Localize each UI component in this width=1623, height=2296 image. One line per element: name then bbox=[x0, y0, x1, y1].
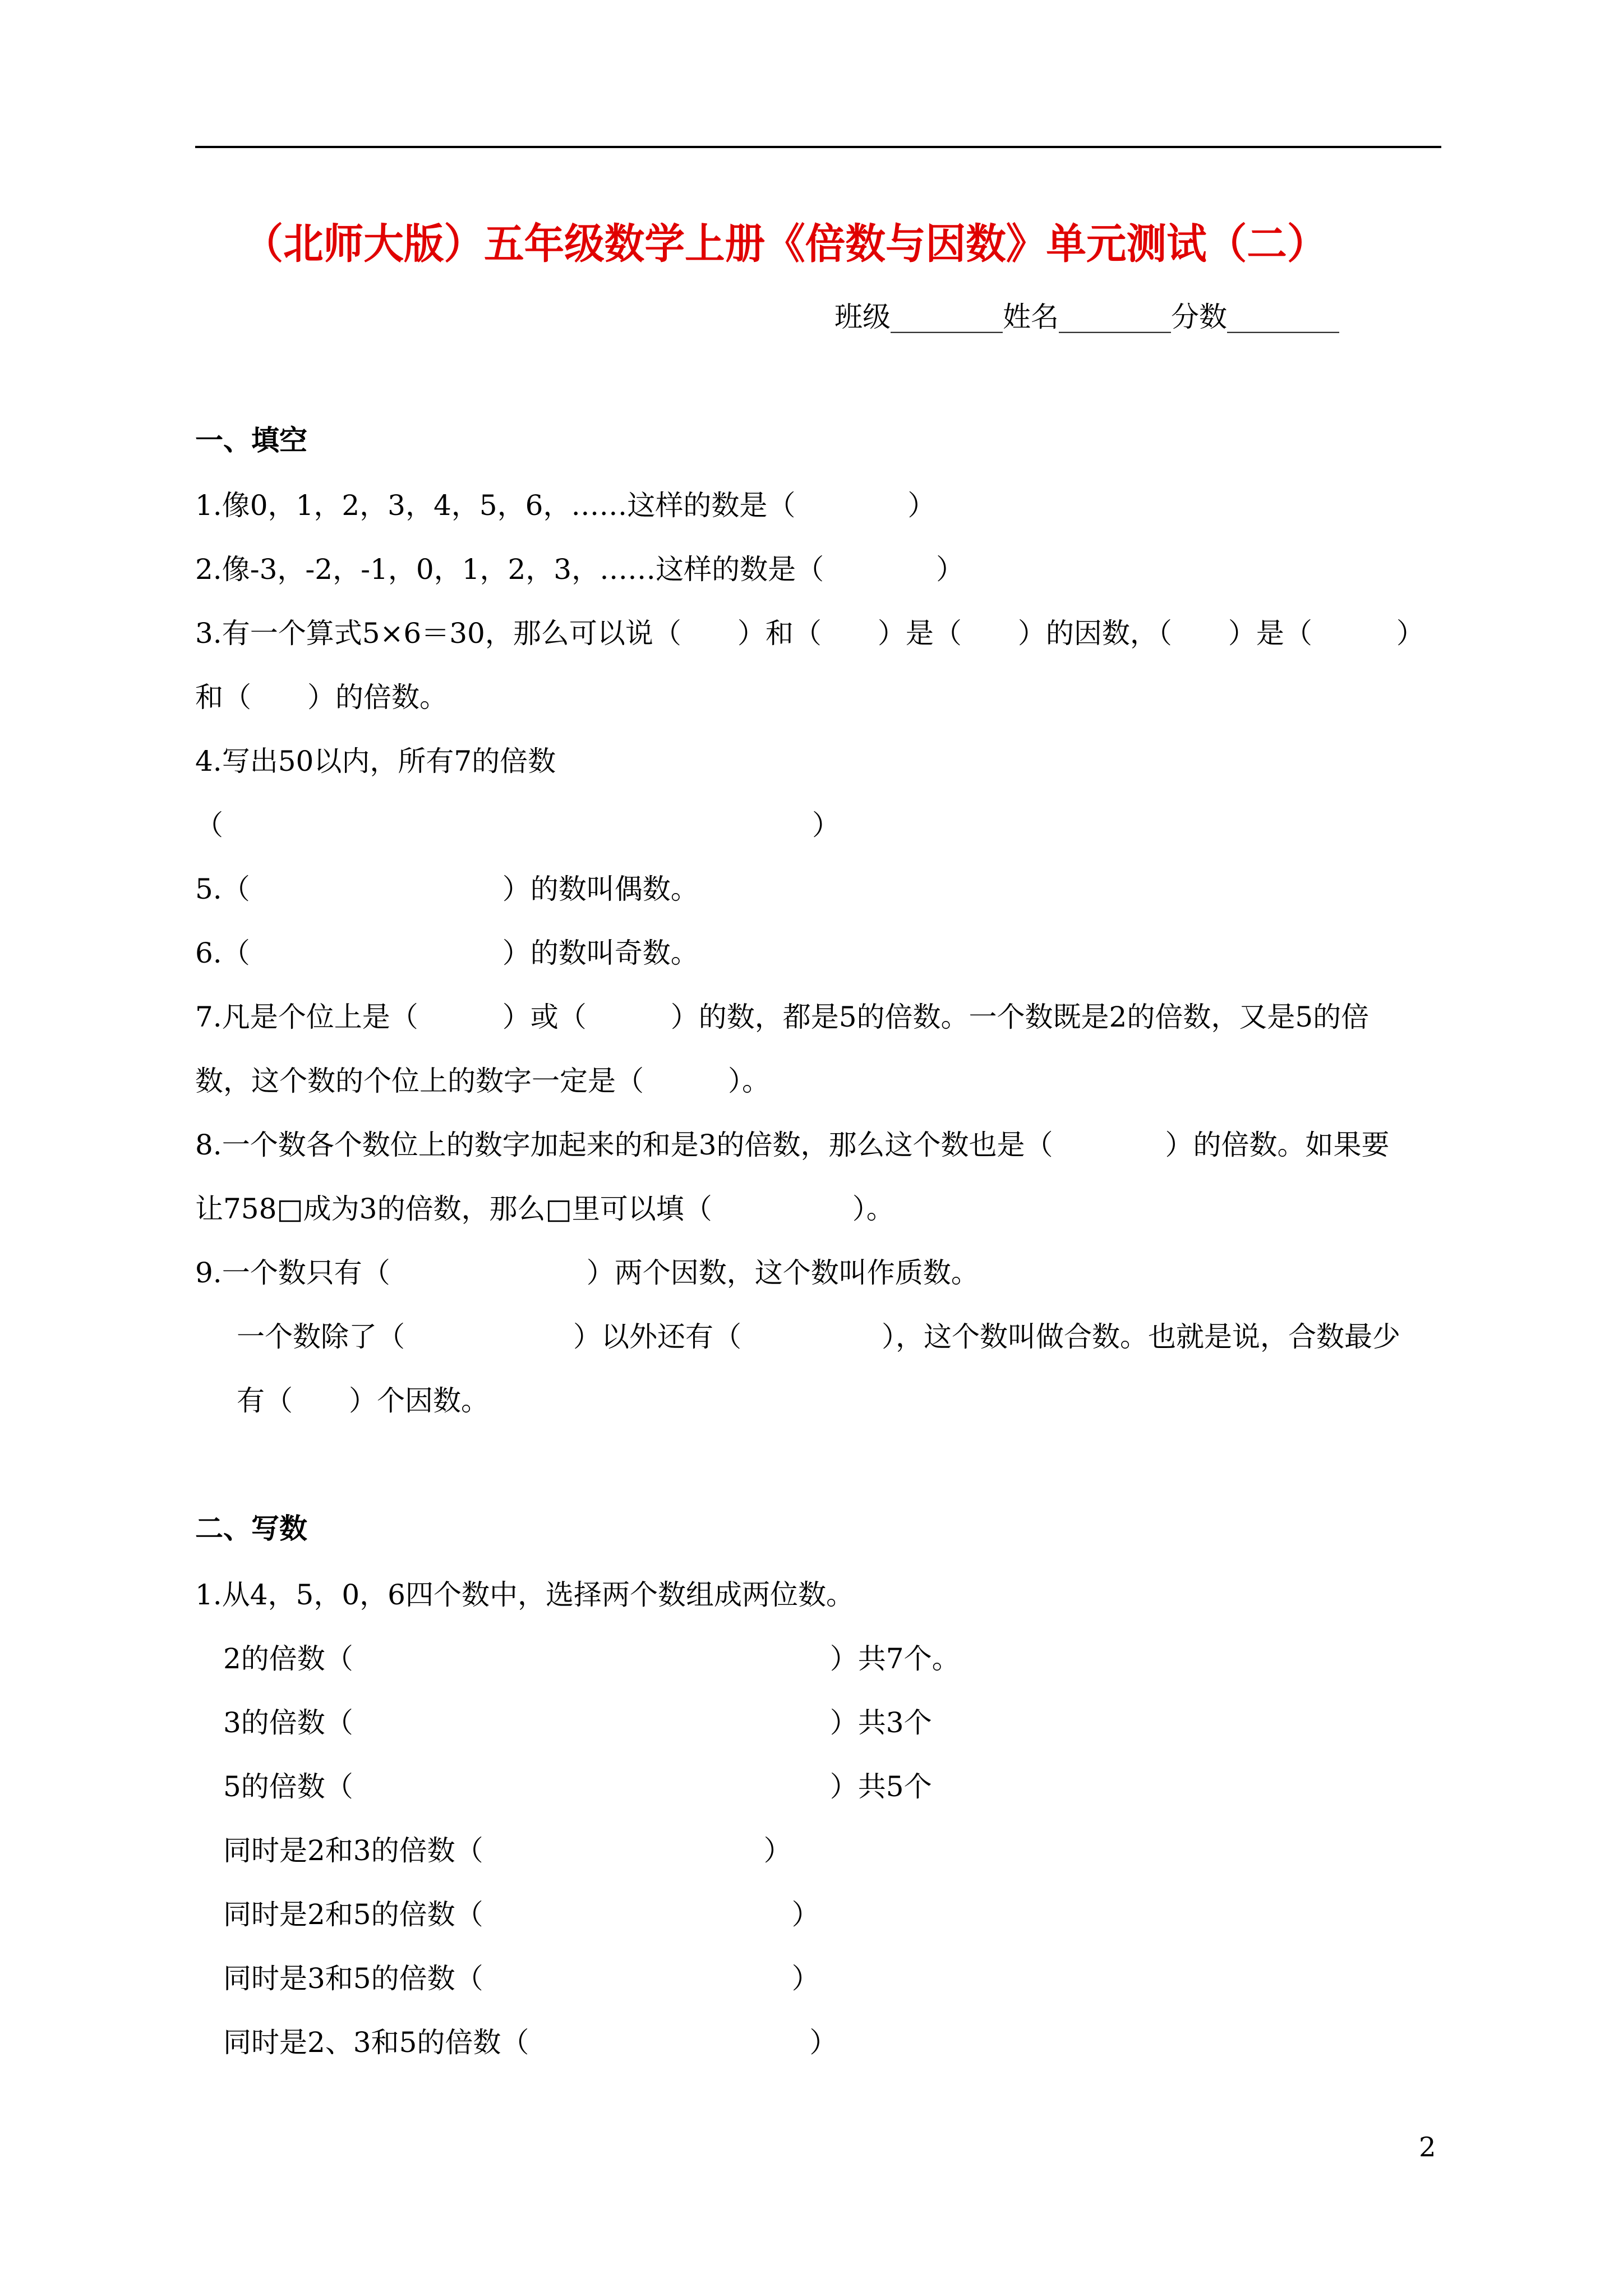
student-info-line: 班级________姓名________分数________ bbox=[834, 301, 1339, 333]
fill-question-5: 5.（ ）的数叫偶数。 bbox=[195, 873, 699, 905]
fill-question-7-cont: 数，这个数的个位上的数字一定是（ ）。 bbox=[195, 1065, 770, 1097]
multiples-of-3-line: 3的倍数（ ）共3个 bbox=[223, 1706, 932, 1739]
fill-question-2: 2.像-3，-2，-1，0，1，2，3，……这样的数是（ ） bbox=[195, 553, 965, 586]
fill-question-9: 9.一个数只有（ ）两个因数，这个数叫作质数。 bbox=[195, 1257, 979, 1289]
multiples-of-2-and-3-line: 同时是2和3的倍数（ ） bbox=[223, 1834, 792, 1867]
fill-question-3-cont: 和（ ）的倍数。 bbox=[195, 681, 448, 714]
multiples-of-3-and-5-line: 同时是3和5的倍数（ ） bbox=[223, 1962, 820, 1995]
fill-question-9-end: 有（ ）个因数。 bbox=[237, 1384, 489, 1417]
fill-question-8: 8.一个数各个数位上的数字加起来的和是3的倍数，那么这个数也是（ ）的倍数。如果要 bbox=[195, 1129, 1390, 1161]
fill-question-1: 1.像0，1，2，3，4，5，6，……这样的数是（ ） bbox=[195, 489, 936, 522]
section2-heading: 二、写数 bbox=[195, 1512, 307, 1545]
multiples-of-2-3-5-line: 同时是2、3和5的倍数（ ） bbox=[223, 2026, 838, 2059]
fill-question-4-blank: （ ） bbox=[195, 809, 840, 841]
fill-question-7: 7.凡是个位上是（ ）或（ ）的数，都是5的倍数。一个数既是2的倍数，又是5的倍 bbox=[195, 1001, 1370, 1033]
fill-question-9-cont: 一个数除了（ ）以外还有（ ），这个数叫做合数。也就是说，合数最少 bbox=[237, 1320, 1400, 1353]
multiples-of-5-line: 5的倍数（ ）共5个 bbox=[223, 1770, 932, 1803]
multiples-of-2-line: 2的倍数（ ）共7个。 bbox=[223, 1642, 960, 1675]
fill-question-3: 3.有一个算式5×6＝30，那么可以说（ ）和（ ）是（ ）的因数，（ ）是（ ） bbox=[195, 617, 1424, 650]
multiples-of-2-and-5-line: 同时是2和5的倍数（ ） bbox=[223, 1898, 820, 1931]
header-rule bbox=[195, 146, 1441, 148]
fill-question-4: 4.写出50以内，所有7的倍数 bbox=[195, 745, 556, 777]
section1-heading: 一、填空 bbox=[195, 424, 307, 457]
write-question-1: 1.从4，5，0，6四个数中，选择两个数组成两位数。 bbox=[195, 1579, 854, 1611]
document-title: （北师大版）五年级数学上册《倍数与因数》单元测试（二） bbox=[243, 220, 1327, 268]
fill-question-8-cont: 让758□成为3的倍数，那么□里可以填（ ）。 bbox=[195, 1193, 895, 1225]
fill-question-6: 6.（ ）的数叫奇数。 bbox=[195, 937, 699, 969]
page-number: 2 bbox=[1419, 2132, 1436, 2163]
